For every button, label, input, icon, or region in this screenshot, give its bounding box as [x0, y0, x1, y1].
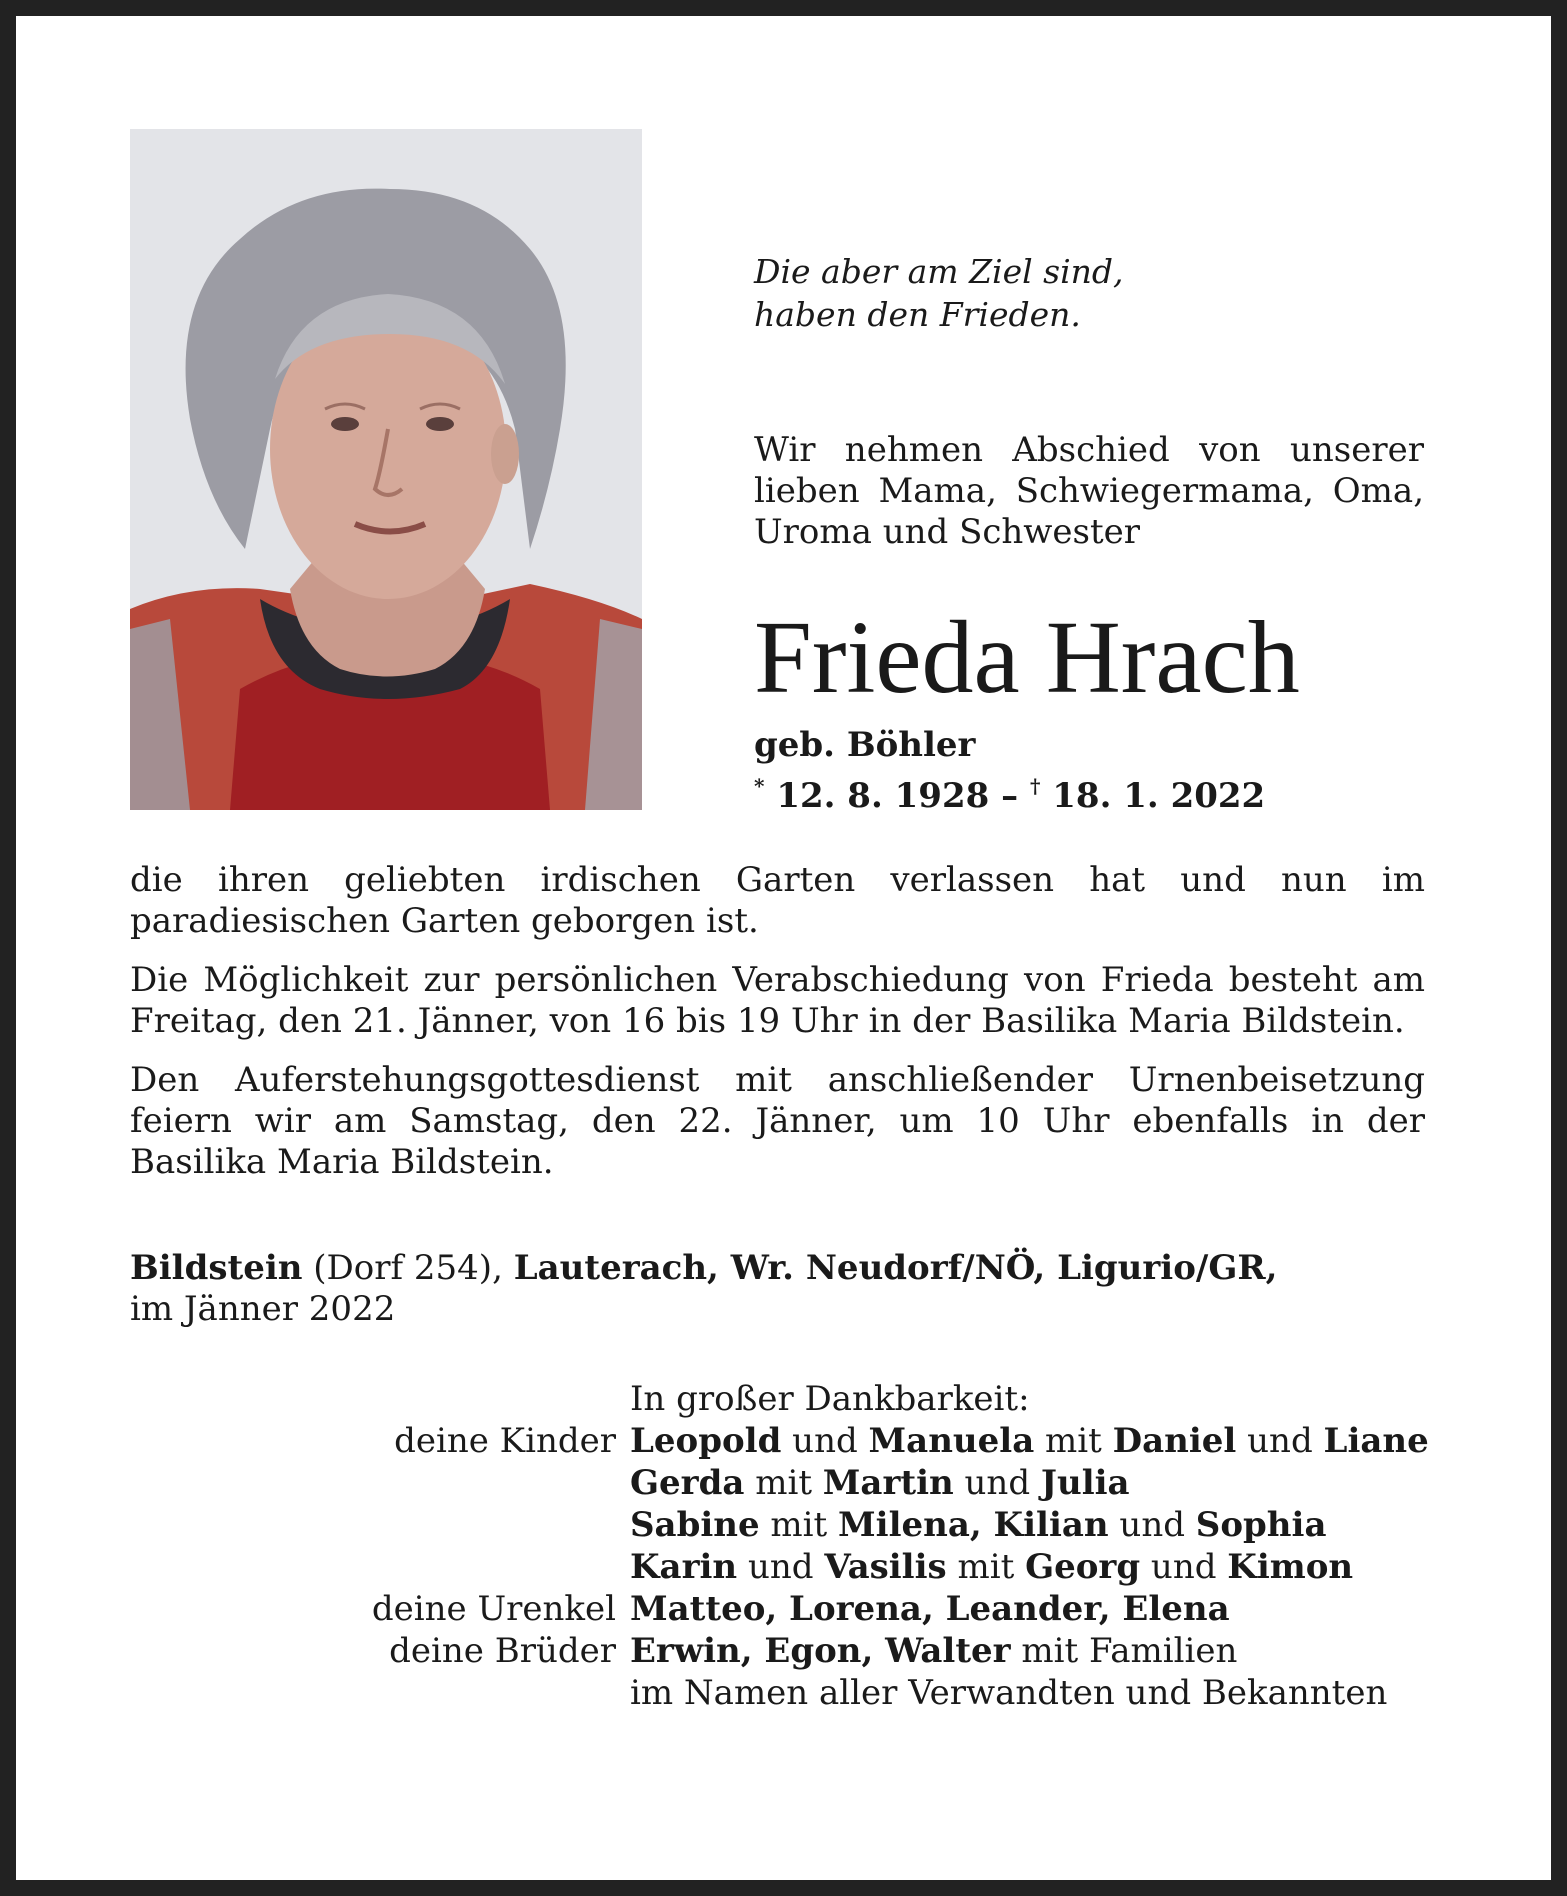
place-town: Bildstein [130, 1248, 303, 1288]
mourner-name: Liane [1323, 1421, 1429, 1461]
body-paragraph-2: Die Möglichkeit zur persönlichen Verabschiedung von Frieda besteht am Freitag, den 21. Jänner, von 16 bis 19 Uhr in der Basilika Maria Bildstein. [130, 960, 1425, 1041]
deceased-name: Frieda Hrach [754, 600, 1300, 715]
mourner-name: Julia [1040, 1463, 1130, 1503]
header-column [754, 250, 1424, 817]
mourner-name: Gerda [630, 1463, 745, 1503]
mourner-connector: und [953, 1463, 1041, 1503]
mourner-connector: mit [744, 1463, 823, 1503]
mourners-list [130, 1378, 1429, 1714]
mourner-connector: und [737, 1547, 825, 1587]
mourner-connector: und [1140, 1547, 1228, 1587]
mourner-names [630, 1420, 1429, 1462]
mourner-row [130, 1504, 1425, 1546]
date-separator: – [1001, 776, 1019, 816]
mourner-name: Leopold [630, 1421, 782, 1461]
mourner-name: Kimon [1227, 1547, 1354, 1587]
place-and-date [130, 1248, 1425, 1330]
mourner-connector: mit [759, 1505, 839, 1545]
mourner-name: Vasilis [824, 1547, 947, 1587]
maiden-name: geb. Böhler [754, 725, 976, 765]
mourner-name: Karin [630, 1547, 738, 1587]
mourner-name: Manuela [868, 1421, 1035, 1461]
mourner-connector: mit [1034, 1421, 1113, 1461]
obituary-page [16, 16, 1551, 1880]
mourner-rows [130, 1420, 1429, 1714]
mourner-relation [130, 1672, 630, 1714]
bible-quote [754, 250, 1424, 336]
mourner-names [630, 1588, 1425, 1630]
mourner-row [130, 1672, 1425, 1714]
life-dates [754, 765, 1424, 817]
thanks-heading-row [130, 1378, 1425, 1420]
mourner-relation [130, 1504, 630, 1546]
place-date: im Jänner 2022 [130, 1289, 396, 1329]
quote-line-1: Die aber am Ziel sind, [754, 252, 1124, 291]
mourner-name: Daniel [1112, 1421, 1237, 1461]
mourner-row [130, 1630, 1425, 1672]
mourner-connector: und [1236, 1421, 1324, 1461]
mourner-relation [130, 1546, 630, 1588]
mourner-connector: und [1108, 1505, 1196, 1545]
mourner-name: Sabine [630, 1505, 760, 1545]
announcement-body [130, 860, 1425, 1201]
mourner-names [630, 1546, 1425, 1588]
intro-text: Wir nehmen Abschied von unserer lieben Mama, Schwiegermama, Oma, Uroma und Schwester [754, 430, 1424, 552]
mourner-name: Martin [822, 1463, 954, 1503]
mourner-row [130, 1546, 1425, 1588]
mourner-relation: deine Kinder [394, 1421, 616, 1461]
place-line [130, 1248, 1425, 1289]
mourner-row [130, 1462, 1425, 1504]
death-symbol: † [1029, 774, 1041, 798]
body-paragraph-3: Den Auferstehungsgottesdienst mit anschließender Urnenbeisetzung feiern wir am Samstag, den 22. Jänner, um 10 Uhr ebenfalls in der Basilika Maria Bildstein. [130, 1060, 1425, 1182]
body-paragraph-1: die ihren geliebten irdischen Garten verlassen hat und nun im paradiesischen Garten geborgen ist. [130, 860, 1425, 941]
thanks-heading: In großer Dankbarkeit: [630, 1379, 1030, 1419]
birth-date: 12. 8. 1928 [776, 776, 990, 816]
mourner-name: Milena, Kilian [838, 1505, 1109, 1545]
mourner-connector: und [781, 1421, 869, 1461]
mourner-connector: im Namen aller Verwandten und Bekannten [630, 1673, 1388, 1713]
mourner-name: Georg [1025, 1547, 1141, 1587]
mourner-names [630, 1630, 1425, 1672]
mourner-relation: deine Urenkel [371, 1589, 616, 1629]
portrait-illustration [130, 129, 642, 810]
mourner-name: Sophia [1195, 1505, 1327, 1545]
mourner-names [630, 1672, 1425, 1714]
mourner-name: Matteo, Lorena, Leander, Elena [630, 1589, 1230, 1629]
mourner-relation: deine Brüder [389, 1631, 616, 1671]
mourner-relation [130, 1462, 630, 1504]
place-others: Lauterach, Wr. Neudorf/NÖ, Ligurio/GR, [513, 1248, 1278, 1288]
birth-symbol: * [754, 774, 765, 798]
place-address: (Dorf 254), [302, 1248, 514, 1288]
mourner-connector: mit [946, 1547, 1026, 1587]
quote-line-2: haben den Frieden. [754, 295, 1081, 334]
portrait-photo [130, 129, 642, 810]
mourner-row [130, 1588, 1425, 1630]
mourner-connector: mit Familien [1010, 1631, 1238, 1671]
mourner-names [630, 1504, 1425, 1546]
mourner-row [130, 1420, 1429, 1462]
mourner-name: Erwin, Egon, Walter [630, 1631, 1011, 1671]
mourner-names [630, 1462, 1425, 1504]
death-date: 18. 1. 2022 [1052, 776, 1266, 816]
